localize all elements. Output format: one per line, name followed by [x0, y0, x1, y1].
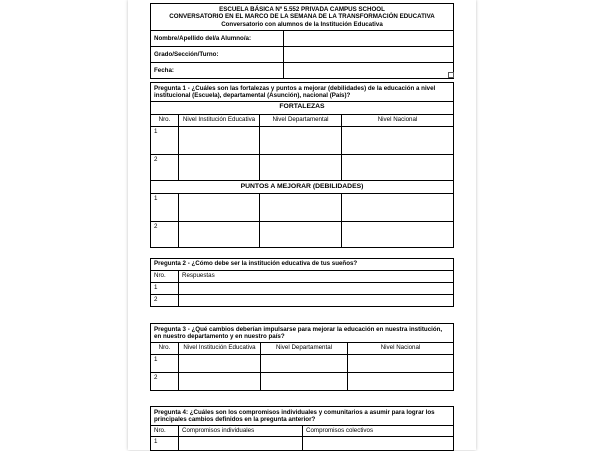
field-name-input[interactable]: [284, 31, 454, 47]
answer-cell[interactable]: [260, 127, 342, 155]
answer-cell[interactable]: [179, 194, 260, 222]
answer-cell[interactable]: [348, 355, 454, 373]
question-1-text: Pregunta 1 - ¿Cuáles son las fortalezas y puntos a mejorar (debilidades) de la educación a nivel institucional (Escuela), departamental (Asunción), nacional (País)?: [151, 83, 454, 102]
row-number: 1: [151, 355, 179, 373]
document-page: [128, 0, 476, 450]
col-nro: Nro.: [151, 271, 179, 283]
answer-cell[interactable]: [342, 155, 454, 181]
question-1-block: [150, 82, 454, 248]
question-2-text: Pregunta 2 - ¿Cómo debe ser la institución educativa de tus sueños?: [151, 259, 454, 271]
answer-cell[interactable]: [260, 155, 342, 181]
answer-cell[interactable]: [342, 222, 454, 248]
section-debilidades: PUNTOS A MEJORAR (DEBILIDADES): [151, 181, 454, 194]
field-date-label: Fecha:: [151, 63, 284, 79]
header-block: [150, 3, 454, 79]
answer-cell[interactable]: [179, 355, 261, 373]
field-name-label: Nombre/Apellido del/a Alumno/a:: [151, 31, 284, 47]
answer-cell[interactable]: [179, 283, 454, 295]
section-fortalezas: FORTALEZAS: [151, 102, 454, 115]
col-nro: Nro.: [151, 115, 179, 127]
question-3-text: Pregunta 3 - ¿Qué cambios deberían impulsarse para mejorar la educación en nuestra institución, en nuestro departamento y en nuestro país?: [151, 324, 454, 343]
answer-cell[interactable]: [179, 222, 260, 248]
resize-handle-icon[interactable]: [448, 72, 454, 78]
answer-cell[interactable]: [342, 194, 454, 222]
answer-cell[interactable]: [179, 295, 454, 307]
answer-cell[interactable]: [261, 355, 348, 373]
question-4-label: Pregunta 4: [154, 409, 186, 416]
question-3-block: [150, 323, 454, 391]
col-nacional: Nivel Nacional: [342, 115, 454, 127]
col-respuestas: Respuestas: [179, 271, 454, 283]
answer-cell[interactable]: [179, 437, 303, 451]
answer-cell[interactable]: [260, 222, 342, 248]
answer-cell[interactable]: [261, 373, 348, 391]
field-date-input[interactable]: [284, 63, 454, 79]
question-4-text: Pregunta 4: ¿Cuáles son los compromisos individuales y comunitarios a asumir para lograr los principales cambios definidos en la pregunta anterior?: [151, 407, 454, 426]
row-number: 1: [151, 283, 179, 295]
row-number: 2: [151, 373, 179, 391]
question-4-block: [150, 406, 454, 451]
answer-cell[interactable]: [179, 373, 261, 391]
row-number: 2: [151, 222, 179, 248]
question-2-label: Pregunta 2: [154, 260, 186, 267]
school-name: ESCUELA BÁSICA Nº 5.552 PRIVADA CAMPUS SCHOOL: [219, 6, 385, 13]
col-nacional: Nivel Nacional: [348, 343, 454, 355]
event-subtitle-2: Conversatorio con alumnos de la Institución Educativa: [221, 20, 383, 28]
col-departamental: Nivel Departamental: [261, 343, 348, 355]
col-nro: Nro.: [151, 343, 179, 355]
col-departamental: Nivel Departamental: [260, 115, 342, 127]
event-subtitle: CONVERSATORIO EN EL MARCO DE LA SEMANA DE LA TRANSFORMACIÓN EDUCATIVA: [169, 13, 435, 21]
answer-cell[interactable]: [179, 155, 260, 181]
question-2-block: [150, 258, 454, 307]
answer-cell[interactable]: [342, 127, 454, 155]
header-title: [151, 4, 454, 31]
col-nro: Nro.: [151, 426, 179, 437]
col-individuales: Compromisos individuales: [179, 426, 303, 437]
col-institucion: Nivel Institución Educativa: [179, 343, 261, 355]
row-number: 1: [151, 127, 179, 155]
answer-cell[interactable]: [260, 194, 342, 222]
col-institucion: Nivel Institución Educativa: [179, 115, 260, 127]
question-1-label: Pregunta 1: [154, 85, 186, 92]
row-number: 1: [151, 194, 179, 222]
col-colectivos: Compromisos colectivos: [303, 426, 454, 437]
answer-cell[interactable]: [179, 127, 260, 155]
field-grade-input[interactable]: [284, 47, 454, 63]
row-number: 2: [151, 295, 179, 307]
answer-cell[interactable]: [303, 437, 454, 451]
row-number: 1: [151, 437, 179, 451]
answer-cell[interactable]: [348, 373, 454, 391]
question-3-label: Pregunta 3: [154, 326, 186, 333]
row-number: 2: [151, 155, 179, 181]
field-grade-label: Grado/Sección/Turno:: [151, 47, 284, 63]
